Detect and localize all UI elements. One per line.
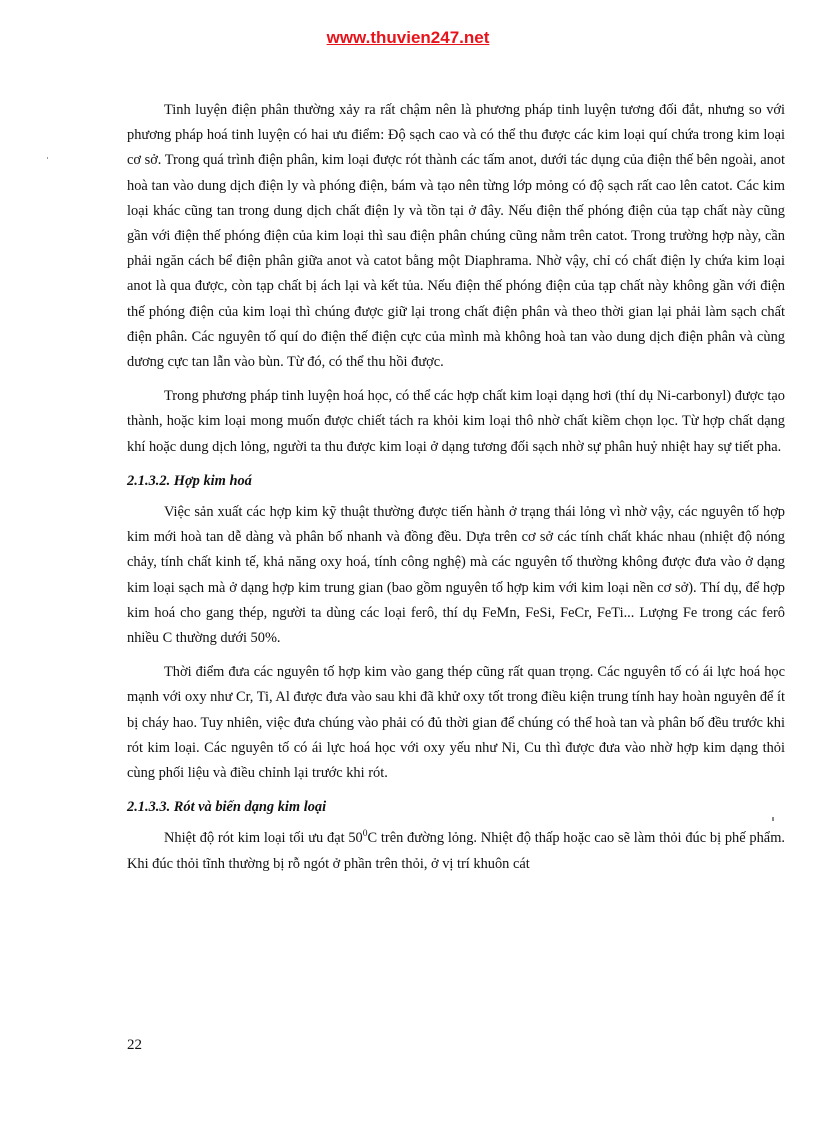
body-text (127, 98, 785, 886)
section-heading: 2.1.3.3. Rót và biến dạng kim loại (127, 799, 327, 816)
paragraph: Tinh luyện điện phân thường xảy ra rất chậm nên là phương pháp tinh luyện tương đối đắt, nhưng so với phương pháp hoá tinh luyện có hai ưu điểm: Độ sạch cao và có thể thu được các kim loại quí chứa trong kim loại cơ sở. Trong quá trình điện phân, kim loại được rót thành các tấm anot, dưới tác dụng của điện thế bên ngoài, anot hoà tan vào dung dịch điện ly và phóng điện, bám và tạo nên từng lớp mỏng có độ sạch rất cao lên catot. Các kim loại khác cũng tan trong dung dịch chất điện ly và tồn tại ở đây. Nếu điện thế phóng điện của tạp chất này cũng gần với điện thế phóng điện của kim loại thì sau điện phân chúng cũng nằm trên catot. Trong trường hợp này, cần phải ngăn cách bể điện phân giữa anot và catot bằng một Diaphrama. Nhờ vậy, chỉ có chất điện ly chứa kim loại anot là qua được, còn tạp chất bị ách lại và kết tủa. Nếu điện thế phóng điện của tạp chất này không gần với điện thế phóng điện của kim loại thì chúng được giữ lại trong chất điện phân và theo thời gian lại phải làm sạch chất điện phân. Các nguyên tố quí do điện thế điện cực của mình mà không hoà tan vào dung dịch điện phân và cùng dương cực tan lẫn vào bùn. Từ đó, có thể thu hồi được. (127, 102, 785, 371)
site-header-link[interactable]: www.thuvien247.net (326, 28, 490, 47)
page-number: 22 (127, 1037, 142, 1053)
paragraph: Trong phương pháp tinh luyện hoá học, có thể các hợp chất kim loại dạng hơi (thí dụ Ni-carbonyl) được tạo thành, hoặc kim loại mong muốn được chiết tách ra khỏi kim loại thô nhờ chất kiềm chọn lọc. Từ hợp chất dạng khí hoặc dung dịch lỏng, người ta thu được kim loại ở dạng tương đối sạch nhờ sự phân huỷ nhiệt hay sự tiết pha. (127, 388, 785, 455)
paragraph: Việc sản xuất các hợp kim kỹ thuật thường được tiến hành ở trạng thái lỏng vì nhờ vậy, các nguyên tố hợp kim mới hoà tan dễ dàng và phân bố nhanh và đồng đều. Dựa trên cơ sở các tính chất khác nhau (nhiệt độ nóng chảy, tính chất kinh tế, khả năng oxy hoá, tính công nghệ) mà các nguyên tố thường không được đưa vào ở dạng kim loại sạch mà ở dạng hợp kim trung gian (bao gồm nguyên tố hợp kim với kim loại nền cơ sở). Thí dụ, để hợp kim hoá cho gang thép, người ta dùng các loại ferô, thí dụ FeMn, FeSi, FeCr, FeTi... Lượng Fe trong các ferô nhiều C thường dưới 50%. (127, 504, 785, 647)
paragraph-text: C trên đường lỏng. Nhiệt độ thấp hoặc cao sẽ làm thỏi đúc bị phế phẩm. Khi đúc thỏi tĩnh thường bị rỗ ngót ở phần trên thỏi, ở vị trí khuôn cát (127, 830, 785, 872)
paragraph: Thời điểm đưa các nguyên tố hợp kim vào gang thép cũng rất quan trọng. Các nguyên tố có ái lực hoá học mạnh với oxy như Cr, Ti, Al được đưa vào sau khi đã khử oxy tốt trong điều kiện trung tính hay hoàn nguyên để ít bị cháy hao. Tuy nhiên, việc đưa chúng vào phải có đủ thời gian để chúng có thể hoà tan và phân bố đều trước khi rót kim loại. Các nguyên tố có ái lực hoá học với oxy yếu như Ni, Cu thì được đưa vào nhờ hợp kim dạng thỏi cùng phối liệu và điều chỉnh lại trước khi rót. (127, 664, 785, 782)
paragraph (127, 826, 785, 876)
scan-artifact (47, 157, 48, 159)
paragraph-text: Nhiệt độ rót kim loại tối ưu đạt 50 (164, 830, 363, 847)
section-heading: 2.1.3.2. Hợp kim hoá (127, 472, 252, 489)
superscript: 0 (362, 829, 368, 840)
